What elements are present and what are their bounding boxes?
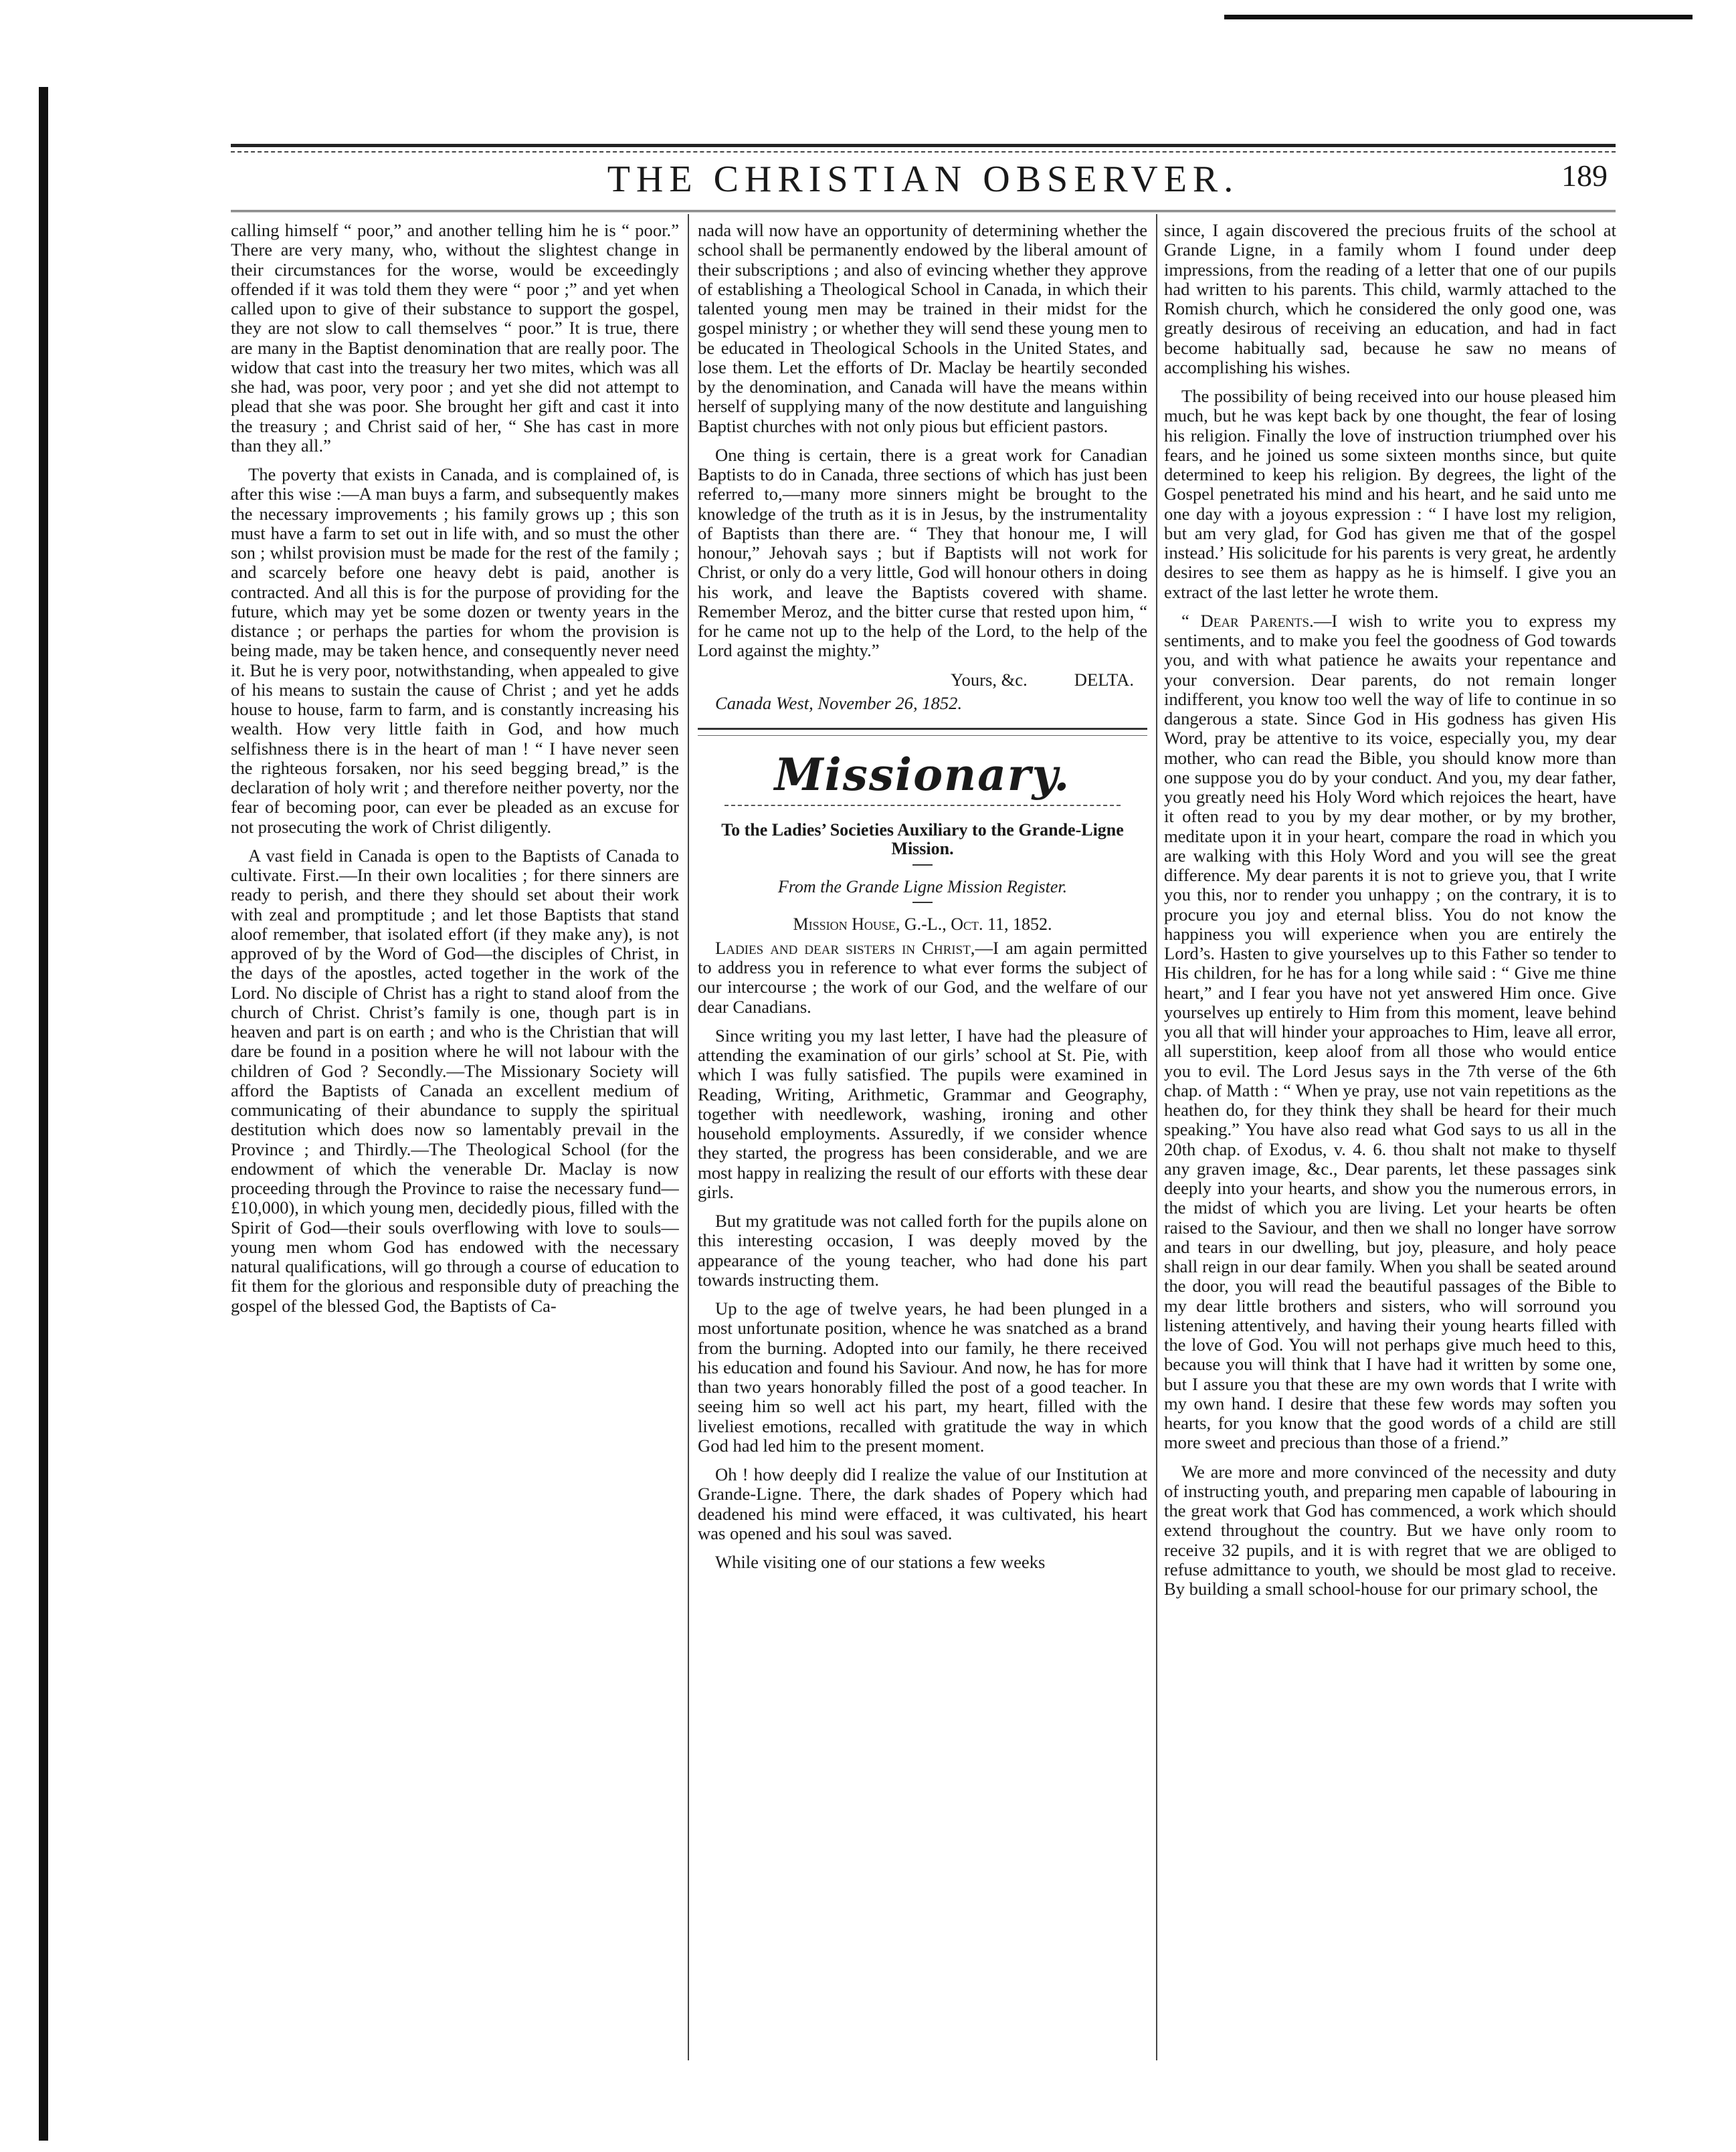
section-separator-thin (698, 735, 1147, 736)
column-1 (231, 221, 679, 2054)
page-header (231, 155, 1616, 209)
signature: DELTA. (1074, 669, 1134, 690)
source-line: From the Grande Ligne Mission Register. (777, 876, 1068, 896)
dateline: Canada West, November 26, 1852. (715, 692, 963, 713)
col2-paragraph-4: Since writing you my last letter, I have had the pleasure of attending the examination of our girls’ school at St. Pie, with which I was fully satisfied. The pupils were examined in Reading, Writing, Arithmetic, Grammar and Geography, together with needlework, washing, ironing and other household employments. Assuredly, if we consider whence they started, the progress has been considerable, and we are most happy in realizing the result of our efforts with these dear girls. (698, 1025, 1147, 1202)
letter-salutation: “ Dear Parents. (1181, 610, 1314, 631)
short-rule-2 (912, 902, 933, 903)
ornamental-rule (725, 805, 1121, 806)
letter-signoff (698, 670, 1147, 690)
article-title: To the Ladies’ Societies Auxiliary to the Grande-Ligne Mission. (721, 819, 1124, 859)
short-rule (912, 864, 933, 866)
salutation: Ladies and dear sisters in Christ, (715, 937, 975, 958)
column-divider-1 (688, 214, 689, 2060)
signoff-text: Yours, &c. (950, 669, 1028, 690)
col3-paragraph-3 (1164, 611, 1616, 1453)
section-separator (698, 728, 1147, 730)
column-3 (1164, 221, 1616, 2054)
col3-paragraph-1: since, I again discovered the precious fruits of the school at Grande Ligne, in a family whom I found under deep impressions, from the reading of a letter that one of our pupils had written to his parents. This child, warmly attached to the Romish church, which he considered the only good one, was greatly desirous of receiving an education, and had in fact become habitually sad, because he saw no means of accomplishing his wishes. (1164, 221, 1616, 377)
running-title: THE CHRISTIAN OBSERVER. (607, 159, 1240, 200)
col2-paragraph-8: While visiting one of our stations a few weeks (715, 1552, 1046, 1573)
section-heading: Missionary. (774, 749, 1071, 801)
col2-paragraph-3-text: —I am again permitted to address you in reference to what ever forms the subject of our intercourse ; the work of our God, and the welfare of our dear Canadians. (698, 937, 1147, 1017)
col2-paragraph-5: But my gratitude was not called forth for the pupils alone on this interesting occasion, I was deeply moved by the appearance of the young teacher, who had done his part towards instructing them. (698, 1211, 1147, 1290)
col3-paragraph-3-text: —I wish to write you to express my sentiments, and to make you feel the goodness of God towards you, and with what patience he awaits your repentance and your conversion. Dear parents, do not remain longer indifferent, you know too well the way of life to continue in so dangerous a state. Since God in His godness has given His Word, pray be attentive to its voice, especially you, my dear mother, who can read the Bible, you should know more than one suppose you do by your conduct. And you, my dear father, you greatly need his Holy Word which rejoices the heart, have it often read to you by my dear mother, or by my brother, meditate upon it in your heart, compare the road in which you are walking with this Holy Word and you will see the great difference. My dear parents it is not to grieve you, that I write you this, nor to render you unhappy ; on the contrary, it is to procure you joy and eternal bliss. You do not know the happiness you will experience when you are entirely the Lord’s. Hasten to give yourselves up to this Father so tender to His children, for he has for a long while said : “ Give me thine heart,” and I fear you have not yet answered Him once. Give yourselves up entirely to Him from this moment, leave behind you all that will hinder your approaches to Him, leave all error, all superstition, keep aloof from all those who would entice you to evil. The Lord Jesus says in the 7th verse of the 6th chap. of Matth : “ When ye pray, use not vain repetitions as the heathen do, for they think they shall be heard for their much speaking.” You have also read what God says to us all in the 20th chap. of Exodus, v. 4. 6. thou shalt not make to thyself any graven image, &c., Dear parents, let these passages sink deeply into your hearts, and show you the numerous errors, in the midst of which you are living. Let your hearts be often raised to the Saviour, and then we shall no longer have sorrow and tears in our dwelling, but joy, pleasure, and holy peace shall reign in our dear family. When you shall be seated around the door, you will read the beautiful passages of the Bible to my dear little brothers and sisters, who will sorround you listening attentively, and having their young hearts filled with the love of God. You will not perhaps give much heed to this, because you will think that I have had it written by some one, but I assure you that these are my own words that I write with my own hand. I desire that these few words may soften you hearts, for you know that the good words of a child are still more sweet and precious than those of a friend.” (1164, 610, 1616, 1453)
col1-paragraph-3: A vast field in Canada is open to the Baptists of Canada to cultivate. First.—In their own localities ; for there sinners are ready to perish, and there they should set about their work with zeal and promptitude ; and let those Baptists that stand aloof remember, that isolated effort (if they make any), is not approved of by the Word of God—the disciples of Christ, in the days of the apostles, acted together in the work of the Lord. No disciple of Christ has a right to stand aloof from the church of Christ. Christ’s family is one, though part is in heaven and part is on earth ; and who is the Christian that will dare be found in a position where he will not labour with the children of God ? Secondly.—The Missionary Society will afford the Baptists of Canada an excellent medium of communicating of their abundance to supply the spiritual destitution which does now so lamentably prevail in the Province ; and Thirdly.—The Theological School (for the endowment of which the venerable Dr. Maclay is now proceeding through the Province to raise the necessary fund—£10,000), in which young men, decidedly pious, filled with the Spirit of God—their souls overflowing with love to souls—young men whom God has endowed with the necessary natural qualifications, will go through a course of education to fit them for the glorious and responsible duty of preaching the gospel of the blessed God, the Baptists of Ca- (231, 845, 679, 1316)
col2-paragraph-7: Oh ! how deeply did I realize the value of our Institution at Grande-Ligne. There, the dark shades of Popery which had deadened his mind were effaced, it was cultivated, his heart was opened and his soul was saved. (698, 1464, 1147, 1543)
col2-paragraph-1: nada will now have an opportunity of determining whether the school shall be permanently endowed by the liberal amount of their subscriptions ; and also of evincing whether they approve of establishing a Theological School in Canada, in which their talented young men may be trained in their midst for the gospel ministry ; or whether they will send these young men to be educated in Theological Schools in the United States, and lose them. Let the efforts of Dr. Maclay be heartily seconded by the denomination, and Canada will have the means within herself of supplying many of the now destitute and languishing Baptist churches with not only pious but efficient pastors. (698, 221, 1147, 436)
col3-paragraph-4: We are more and more convinced of the necessity and duty of instructing youth, and preparing men capable of labouring in the great work that God has commenced, a work which should extend throughout the country. But we have only room to receive 32 pupils, and it is with regret that we are obliged to refuse admittance to youth, we should be most glad to receive. By building a small school-house for our primary school, the (1164, 1461, 1616, 1599)
mission-date: Mission House, G.-L., Oct. 11, 1852. (793, 914, 1052, 935)
col1-paragraph-2: The poverty that exists in Canada, and is complained of, is after this wise :—A man buys a farm, and subsequently makes the necessary improvements ; his family grows up ; this son must have a farm to set out in life with, and so must the other son ; whilst provision must be made for the rest of the family ; and scarcely before one heavy debt is paid, another is contracted. And all this is for the purpose of providing for the future, which may yet be some dozen or twenty years in the distance ; or perhaps the parties for whom the provision is being made, may be taken hence, and consequently never need it. But he is very poor, notwithstanding, when appealed to give of his means to sustain the cause of Christ ; and yet he adds house to house, farm to farm, and is constantly increasing his wealth. How very little faith in God, and how much selfishness there is in the heart of man ! “ I have never seen the righteous forsaken, nor his seed begging bread,” is the declaration of holy writ ; and therefore neither poverty, nor the fear of becoming poor, can ever be pleaded as an excuse for not prosecuting the work of Christ diligently. (231, 464, 679, 837)
col2-paragraph-2: One thing is certain, there is a great work for Canadian Baptists to do in Canada, three sections of which has just been referred to,—many more sinners might be brought to the knowledge of the truth as it is in Jesus, by the instrumentality of Baptists than there are. “ They that honour me, I will honour,” Jehovah says ; but if Baptists will not work for Christ, or only do a very little, God will honour others in doing his work, and leave the Baptists covered with shame. Remember Meroz, and the bitter curse that rested upon him, “ for he came not up to the help of the Lord, to the help of the Lord against the mighty.” (698, 444, 1147, 661)
page-number: 189 (1561, 159, 1608, 193)
scan-edge-left (39, 87, 48, 2141)
column-divider-2 (1156, 214, 1157, 2060)
header-rule (231, 210, 1616, 212)
top-rule (231, 144, 1616, 147)
col3-paragraph-2: The possibility of being received into our house pleased him much, but he was kept back by one thought, the fear of losing his religion. Finally the love of instruction triumphed over his fears, and he joined us some sixteen months since, but quite determined to keep his religion. By degrees, the light of the Gospel penetrated his mind and his heart, and he said unto me one day with a joyous expression : “ I have lost my religion, but am very glad, for God has given me that of the gospel instead.’ His solicitude for his parents is very great, he ardently desires to see them as happy as he is himself. I give you an extract of the last letter he wrote them. (1164, 386, 1616, 602)
col2-paragraph-3 (698, 939, 1147, 1017)
column-2 (698, 221, 1147, 2054)
scan-edge-top (1224, 15, 1693, 19)
col1-paragraph-1: calling himself “ poor,” and another telling him he is “ poor.” There are very many, who, without the slightest change in their circumstances for the worse, would be exceedingly offended if it was told them they were “ poor ;” and yet when called upon to give of their substance to support the gospel, they are not slow to call themselves “ poor.” It is true, there are many in the Baptist denomination that are really poor. The widow that cast into the treasury her two mites, which was all she had, was poor, very poor ; and yet she did not attempt to plead that she was poor. She brought her gift and cast it into the treasury ; and Christ said of her, “ She has cast in more than they all.” (231, 221, 679, 456)
col2-paragraph-6: Up to the age of twelve years, he had been plunged in a most unfortunate position, whence he was snatched as a brand from the burning. Adopted into our family, he there received his education and found his Saviour. And now, he has for more than two years honorably filled the post of a good teacher. In seeing him so well act his part, my heart, filled with the liveliest emotions, recalled with gratitude the way in which God had led him to the present moment. (698, 1298, 1147, 1456)
top-rule-dashed (231, 151, 1616, 153)
